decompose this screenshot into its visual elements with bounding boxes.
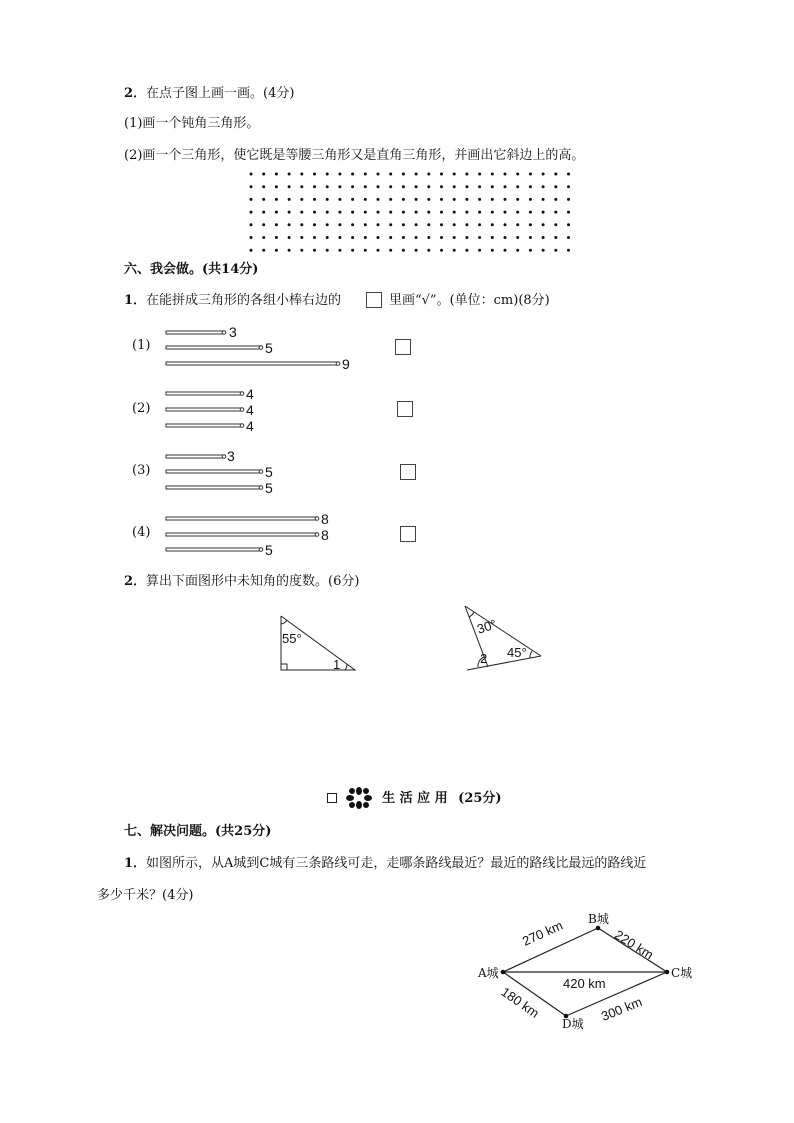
city-label-b: B城 [588,912,609,926]
stick-length: 8 [321,527,329,543]
stick-length: 4 [246,386,254,402]
city-label-c: C城 [671,966,693,980]
section-7-question-1-line-2: 多少千米？(4分) [97,888,194,903]
question-text-before: 在能拼成三角形的各组小棒右边的 [146,293,342,308]
question-text: 如图所示，从A城到C城有三条路线可走，走哪条路线最近？最近的路线比最远的路线近 [146,856,647,871]
angle-label-55: 55° [282,631,302,646]
city-dot-a [501,970,506,975]
question-number: 1． [124,856,147,871]
angle-label-2: 2 [480,651,488,666]
distance-bc: 220 km [612,927,657,963]
stick-length: 4 [246,418,254,434]
question-2-item-1: (1)画一个钝角三角形。 [124,116,260,131]
stick-length: 8 [321,511,329,527]
distance-ab: 270 km [520,917,566,949]
question-number: 1． [124,293,147,308]
city-label-d: D城 [562,1017,584,1031]
question-text: 在点子图上画一画。(4分) [146,86,295,101]
city-dot-c [665,970,670,975]
stick-length: 9 [342,356,350,372]
question-text-after: 里画“√”。(单位：cm)(8分) [389,293,550,308]
question-number: 2． [124,86,147,101]
group-label-3: (3) [132,463,151,478]
banner-points: (25分) [458,790,502,806]
group-label-4: (4) [132,525,151,540]
section-7-title: 七、解决问题。(共25分) [124,824,272,839]
section-6-title: 六、我会做。(共14分) [124,262,259,277]
angle-label-30: 30° [475,616,499,637]
angle-label-45: 45° [507,645,527,660]
banner-text: 生 活 应 用 [382,790,448,806]
stick-length: 3 [229,324,237,340]
stick-length: 5 [265,340,273,356]
question-2-item-2: (2)画一个三角形，使它既是等腰三角形又是直角三角形，并画出它斜边上的高。 [124,148,585,163]
distance-ad: 180 km [498,984,542,1021]
question-text: 算出下面图形中未知角的度数。(6分) [146,574,360,589]
angle-label-1: 1 [333,657,341,672]
stick-length: 3 [227,448,235,464]
stick-length: 5 [265,480,273,496]
stick-length: 5 [265,464,273,480]
stick-length: 4 [246,402,254,418]
group-label-1: (1) [132,338,151,353]
group-label-2: (2) [132,401,151,416]
question-number: 2． [124,574,147,589]
distance-dc: 300 km [599,994,645,1024]
stick-length: 5 [265,542,273,558]
distance-ac: 420 km [563,976,606,991]
city-label-a: A城 [478,966,499,980]
